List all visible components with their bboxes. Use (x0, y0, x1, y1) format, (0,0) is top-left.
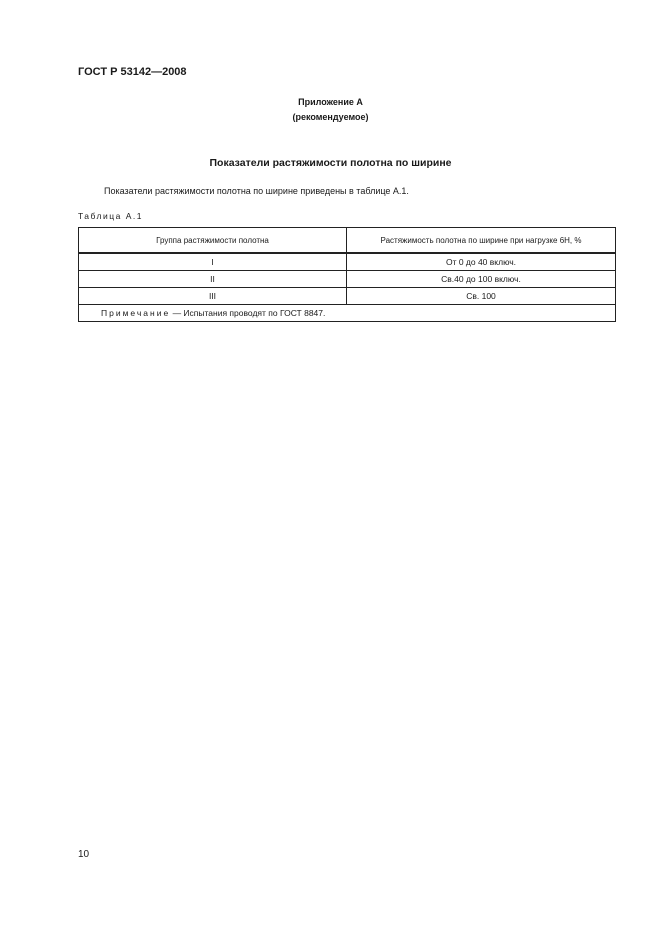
annex-title: Приложение А (298, 97, 363, 107)
annex-heading (0, 95, 661, 125)
group-cell: II (79, 271, 347, 288)
intro-paragraph: Показатели растяжимости полотна по ширине приведены в таблице А.1. (104, 186, 409, 196)
table-caption: Таблица А.1 (78, 211, 143, 221)
table-header-row (79, 228, 616, 254)
group-cell: III (79, 288, 347, 305)
stretch-table (78, 227, 616, 322)
note-text: — Испытания проводят по ГОСТ 8847. (170, 308, 326, 318)
table-note-row (79, 305, 616, 322)
section-title: Показатели растяжимости полотна по ширине (209, 157, 452, 169)
group-cell: I (79, 253, 347, 271)
table-note (79, 305, 616, 322)
stretch-cell: Св.40 до 100 включ. (347, 271, 616, 288)
annex-status: (рекомендуемое) (292, 112, 369, 122)
column-header-stretch: Растяжимость полотна по ширине при нагрузке 6Н, % (347, 228, 616, 254)
stretch-cell: Св. 100 (347, 288, 616, 305)
stretch-cell: От 0 до 40 включ. (347, 253, 616, 271)
table-row (79, 253, 616, 271)
standard-code: ГОСТ Р 53142—2008 (78, 66, 187, 78)
page-number: 10 (78, 849, 90, 860)
note-label: Примечание (101, 308, 171, 318)
column-header-group: Группа растяжимости полотна (79, 228, 347, 254)
table-row (79, 288, 616, 305)
table-row (79, 271, 616, 288)
